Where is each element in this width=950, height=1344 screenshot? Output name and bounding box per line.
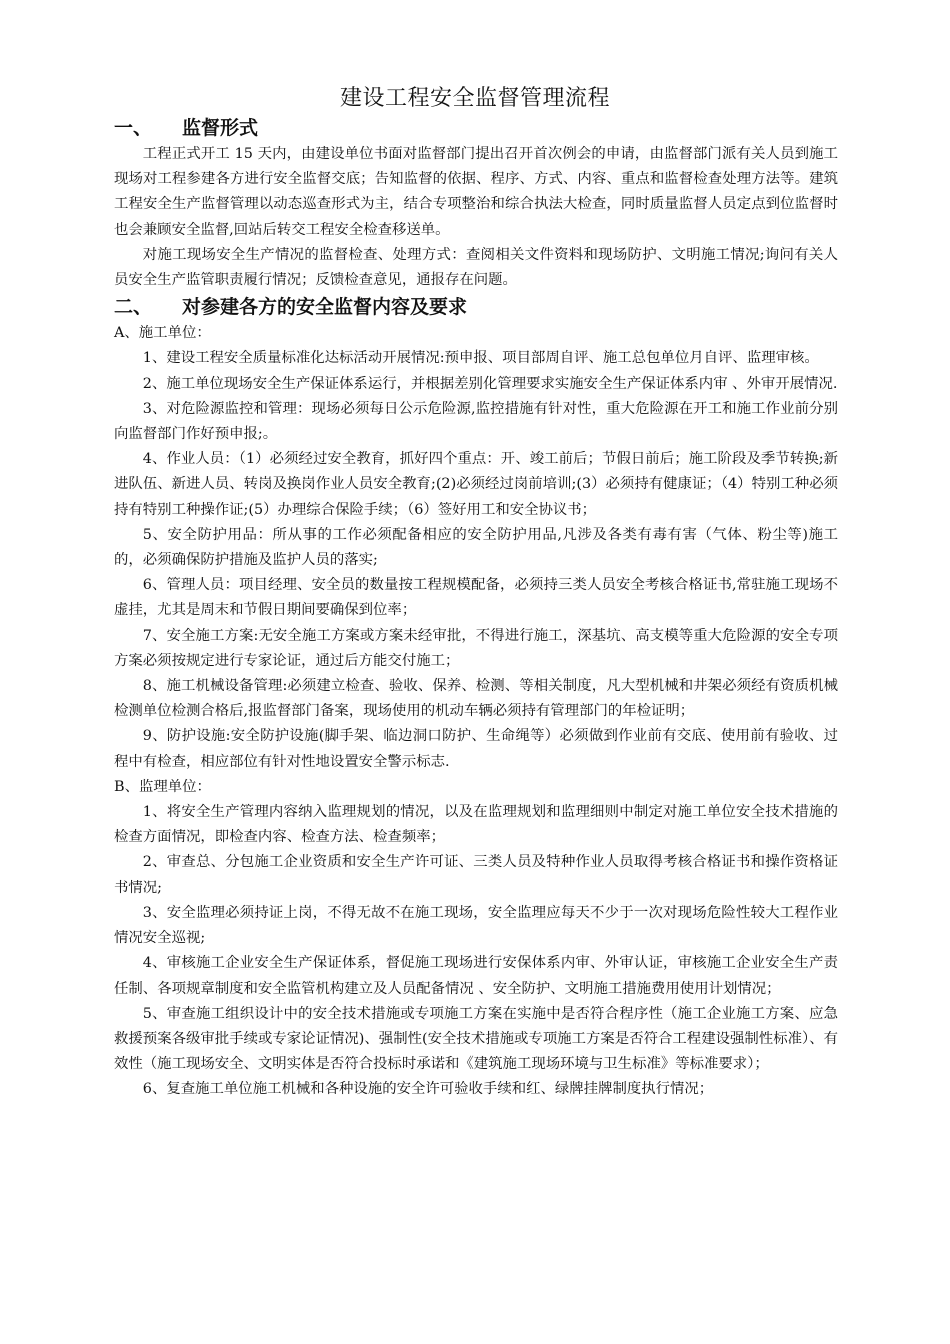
list-item: 1、建设工程安全质量标准化达标活动开展情况:预申报、项目部周自评、施工总包单位月自评、监理审核。	[142, 350, 819, 367]
list-item: 4、审核施工企业安全生产保证体系，督促施工现场进行安保体系内审、外审认证，审核施工企业安全生产责任制、各项规章制度和安全监管机构建立及人员配备情况 、安全防护、文明施工措施费用使用计划情况；	[114, 955, 838, 997]
list-item: 6、管理人员：项目经理、安全员的数量按工程规模配备，必须持三类人员安全考核合格证书,常驻施工现场不虚挂，尤其是周末和节假日期间要确保到位率；	[114, 577, 838, 619]
section-heading-2	[114, 293, 838, 321]
document-title: 建设工程安全监督管理流程	[339, 86, 610, 111]
section-title: 监督形式	[182, 117, 259, 139]
list-item: 3、安全监理必须持证上岗，不得无故不在施工现场，安全监理应每天不少于一次对现场危险性较大工程作业情况安全巡视;	[114, 904, 838, 947]
list-item: 3、对危险源监控和管理：现场必须每日公示危险源,监控措施有针对性，重大危险源在开工和施工作业前分别向监督部门作好预申报;。	[114, 400, 838, 443]
list-item: 7、安全施工方案:无安全施工方案或方案未经审批，不得进行施工，深基坑、高支模等重大危险源的安全专项方案必须按规定进行专家论证，通过后方能交付施工；	[114, 627, 838, 669]
section-heading-1	[114, 114, 838, 142]
paragraph: 对施工现场安全生产情况的监督检查、处理方式：查阅相关文件资料和现场防护、文明施工情况;询问有关人员安全生产监管职责履行情况；反馈检查意见，通报存在问题。	[114, 246, 838, 289]
section-number: 一、	[114, 117, 153, 139]
subsection-label-a: A、施工单位：	[114, 325, 211, 342]
paragraph: 工程正式开工 15 天内，由建设单位书面对监督部门提出召开首次例会的申请，由监督部门派有关人员到施工现场对工程参建各方进行安全监督交底；告知监督的依据、程序、方式、内容、重点和监督检查处理方法等。建筑工程安全生产监督管理以动态巡查形式为主，结合专项整治和综合执法大检查，同时质量监督人员定点到位监督时也会兼顾安全监督,回站后转交工程安全检查移送单。	[114, 146, 838, 238]
list-item: 2、审查总、分包施工企业资质和安全生产许可证、三类人员及特种作业人员取得考核合格证书和操作资格证书情况;	[114, 854, 838, 896]
list-item: 5、审查施工组织设计中的安全技术措施或专项施工方案在实施中是否符合程序性（施工企业施工方案、应急救援预案各级审批手续或专家论证情况)、强制性(安全技术措施或专项施工方案是否符合工程建设强制性标准）、有效性（施工现场安全、文明实体是否符合投标时承诺和《建筑施工现场环境与卫生标准》等标准要求）；	[114, 1005, 838, 1073]
list-item: 9、防护设施:安全防护设施(脚手架、临边洞口防护、生命绳等）必须做到作业前有交底、使用前有验收、过程中有检查，相应部位有针对性地设置安全警示标志.	[114, 728, 838, 770]
section-number: 二、	[114, 296, 153, 319]
document-body	[114, 114, 838, 1103]
list-item: 1、将安全生产管理内容纳入监理规划的情况，以及在监理规划和监理细则中制定对施工单位安全技术措施的检查方面情况，即检查内容、检查方法、检查频率；	[114, 804, 838, 846]
section-title: 对参建各方的安全监督内容及要求	[182, 296, 468, 319]
list-item: 5、安全防护用品：所从事的工作必须配备相应的安全防护用品,凡涉及各类有毒有害（气体、粉尘等)施工的，必须确保防护措施及监护人员的落实;	[114, 526, 838, 569]
list-item: 2、施工单位现场安全生产保证体系运行，并根据差别化管理要求实施安全生产保证体系内审 、外审开展情况.	[142, 375, 838, 392]
list-item: 4、作业人员：（1）必须经过安全教育，抓好四个重点：开、竣工前后；节假日前后；施工阶段及季节转换;新进队伍、新进人员、转岗及换岗作业人员安全教育;(2)必须经过岗前培训;(3）必须持有健康证；（4）特别工种必须持有特别工种操作证;(5）办理综合保险手续；（6）签好用工和安全协议书；	[114, 451, 838, 518]
list-item: 6、复查施工单位施工机械和各种设施的安全许可验收手续和红、绿牌挂牌制度执行情况；	[142, 1081, 714, 1098]
subsection-label-b: B、监理单位：	[114, 778, 211, 795]
list-item: 8、施工机械设备管理:必须建立检查、验收、保养、检测、等相关制度，凡大型机械和井架必须经有资质机械检测单位检测合格后,报监督部门备案，现场使用的机动车辆必须持有管理部门的年检证明；	[114, 678, 838, 720]
